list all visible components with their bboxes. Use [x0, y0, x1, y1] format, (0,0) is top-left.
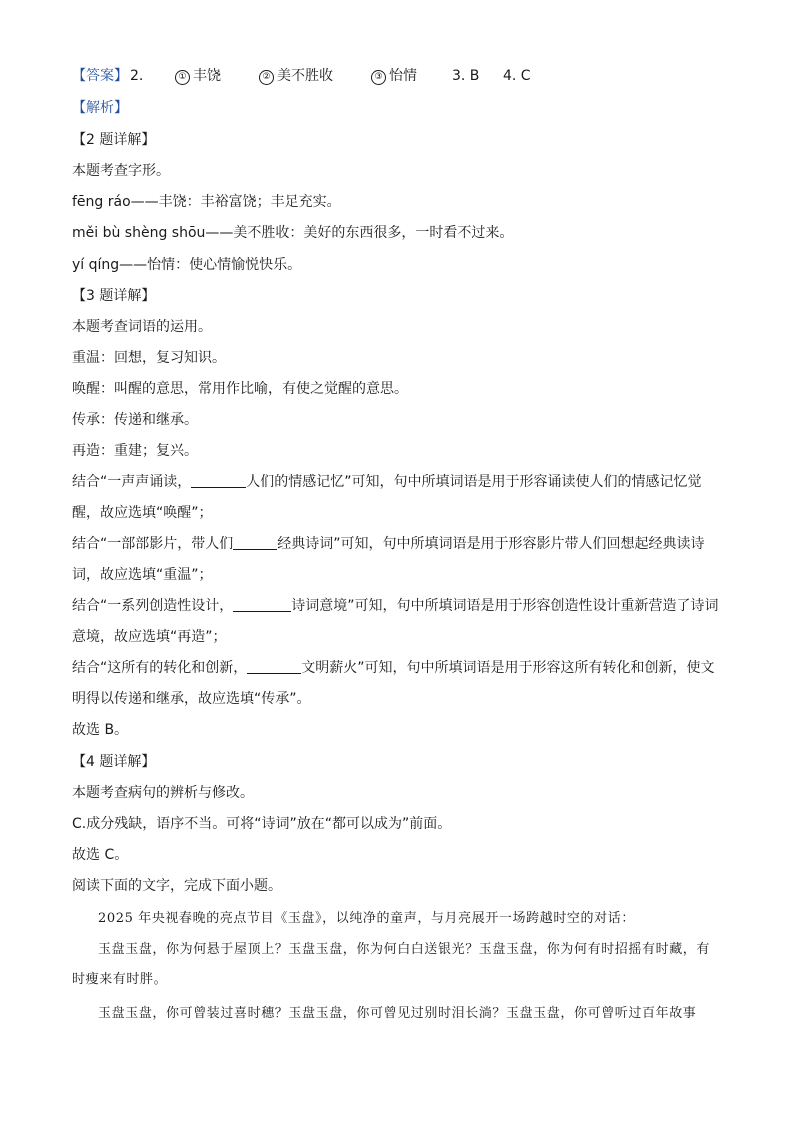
q4-intro: 本题考查病句的辨析与修改。 [72, 785, 254, 801]
q3-def-3: 传承：传递和继承。 [72, 412, 198, 428]
q2-line-2: měi bù shèng shōu——美不胜收：美好的东西很多，一时看不过来。 [72, 225, 514, 241]
q3-conclusion: 故选 B。 [72, 722, 129, 738]
fill-blank [247, 659, 301, 674]
answer-item-2-text: 美不胜收 [277, 68, 333, 84]
answer-item-3-text: 怡情 [389, 68, 417, 84]
answer-item-1 [175, 66, 221, 86]
analysis-tag: 【解析】 [72, 100, 128, 116]
q3-intro: 本题考查词语的运用。 [72, 319, 212, 335]
q4-detail: C.成分残缺，语序不当。可将“诗词”放在“都可以成为”前面。 [72, 816, 452, 832]
q3-heading: 【3 题详解】 [72, 288, 156, 304]
answer-q2-number: 2. [130, 68, 144, 84]
passage-paragraph-3: 玉盘玉盘，你可曾装过喜时穗？玉盘玉盘，你可曾见过别时泪长淌？玉盘玉盘，你可曾听过百年故事 [98, 1006, 697, 1021]
circled-number-3: ③ [371, 70, 386, 85]
fill-blank [233, 535, 277, 550]
q3-analysis-1-post: 人们的情感记忆”可知，句中所填词语是用于形容诵读使人们的情感记忆觉醒，故应选填“唤醒”； [72, 474, 702, 521]
q3-analysis-3 [72, 591, 722, 653]
q3-analysis-3-pre: 结合“一系列创造性设计， [72, 598, 234, 614]
q3-analysis-4-pre: 结合“这所有的转化和创新， [72, 660, 248, 676]
q2-heading: 【2 题详解】 [72, 132, 156, 148]
answer-q3: 3. B [452, 68, 480, 84]
reading-instruction: 阅读下面的文字，完成下面小题。 [72, 878, 282, 894]
q4-heading: 【4 题详解】 [72, 754, 156, 770]
reading-passage [72, 904, 722, 1029]
passage-paragraph-2: 玉盘玉盘，你为何悬于屋顶上？玉盘玉盘，你为何白白送银光？玉盘玉盘，你为何有时招摇有时藏，有时瘦来有时胖。 [72, 942, 711, 987]
q3-analysis-1-pre: 结合“一声声诵读， [72, 474, 192, 490]
passage-paragraph-1: 2025 年央视春晚的亮点节目《玉盘》，以纯净的童声，与月亮展开一场跨越时空的对话： [98, 911, 635, 926]
q3-analysis-4 [72, 653, 722, 715]
q3-analysis-3-post: 诗词意境”可知，句中所填词语是用于形容创造性设计重新营造了诗词意境，故应选填“再造”； [72, 598, 719, 645]
circled-number-2: ② [259, 70, 274, 85]
q2-intro: 本题考查字形。 [72, 163, 170, 179]
answer-item-1-text: 丰饶 [193, 68, 221, 84]
circled-number-1: ① [175, 70, 190, 85]
answer-q4: 4. C [503, 68, 531, 84]
q3-analysis-2-post: 经典诗词”可知，句中所填词语是用于形容影片带人们回想起经典读诗词，故应选填“重温”； [72, 536, 705, 583]
q2-line-3: yí qíng——怡情：使心情愉悦快乐。 [72, 257, 302, 273]
answer-item-2 [259, 66, 333, 86]
q3-def-1: 重温：回想，复习知识。 [72, 350, 226, 366]
q3-def-2: 唤醒：叫醒的意思，常用作比喻，有使之觉醒的意思。 [72, 381, 408, 397]
q3-analysis-1 [72, 467, 722, 529]
q2-line-1: fēng ráo——丰饶：丰裕富饶；丰足充实。 [72, 194, 341, 210]
q3-analysis-2 [72, 529, 722, 591]
fill-blank [191, 473, 246, 488]
fill-blank [233, 597, 291, 612]
q3-analysis-2-pre: 结合“一部部影片，带人们 [72, 536, 234, 552]
q3-analysis-4-post: 文明薪火”可知，句中所填词语是用于形容这所有转化和创新，使文明得以传递和继承，故应选填“传承”。 [72, 660, 715, 707]
q3-def-4: 再造：重建；复兴。 [72, 443, 198, 459]
answer-tag: 【答案】 [72, 68, 128, 84]
q4-conclusion: 故选 C。 [72, 847, 129, 863]
answer-item-3 [371, 66, 417, 86]
